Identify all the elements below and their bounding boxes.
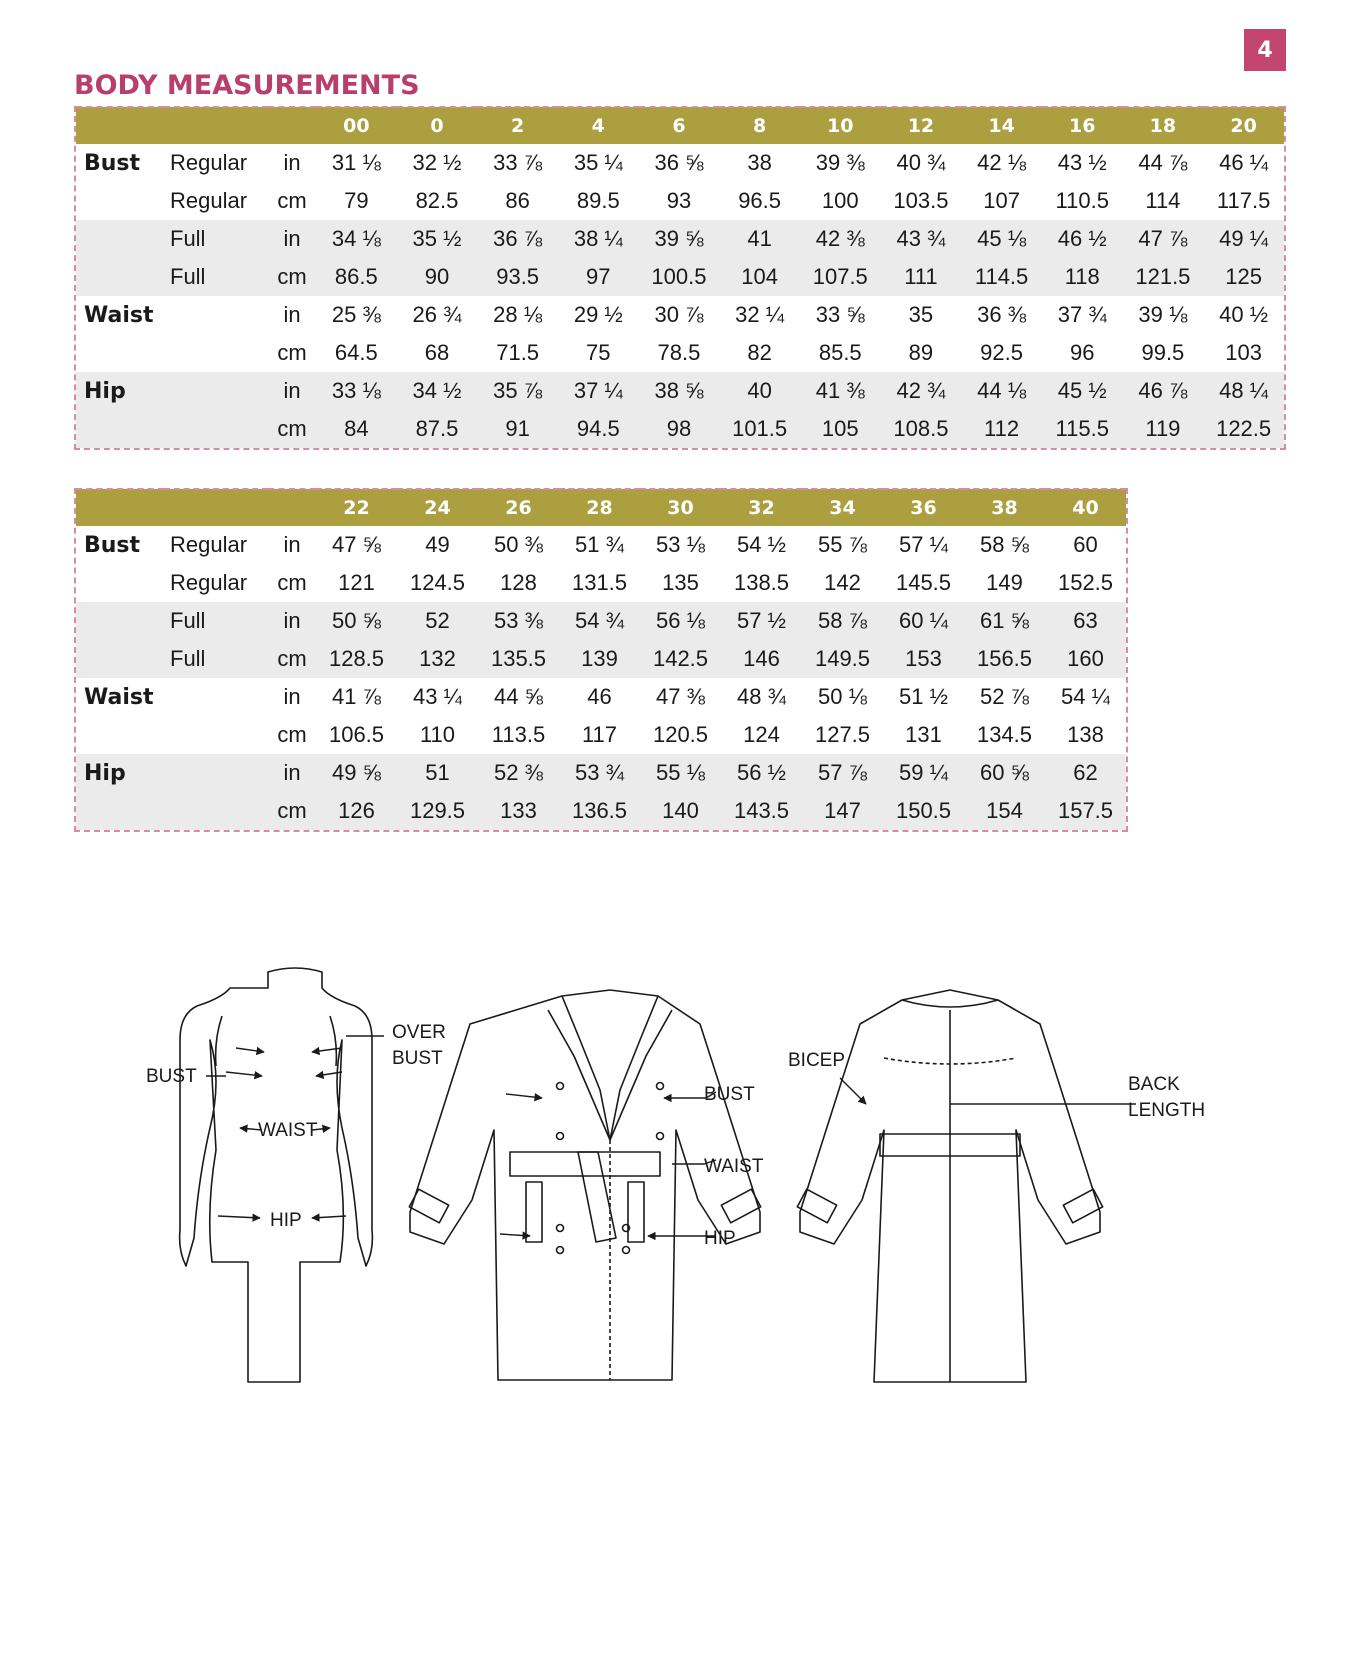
measurement-value: 61 ⅝: [964, 602, 1045, 640]
measurement-value: 135: [662, 570, 699, 595]
measurement-value: 91: [477, 410, 558, 448]
measurement-group: Hip: [76, 754, 164, 792]
table-row: [76, 716, 1126, 754]
measurement-group: [76, 258, 164, 296]
measurement-value: 45 ½: [1042, 372, 1123, 410]
size-header: 36: [910, 497, 937, 519]
unit: cm: [268, 640, 316, 678]
back-length-label-line1: BACK: [1128, 1074, 1180, 1095]
measurement-value: 132: [397, 640, 478, 678]
unit: cm: [277, 188, 307, 213]
table-row: [76, 296, 1284, 334]
measurement-group: [76, 792, 164, 830]
measurement-value: 35 ⅞: [477, 372, 558, 410]
measurement-value: 52: [397, 602, 478, 640]
measurement-value: 62: [1045, 754, 1126, 792]
measurement-value: 25 ⅜: [331, 302, 381, 327]
bust-arrow-left: [226, 1072, 262, 1076]
measurement-value: 32 ¼: [735, 302, 785, 327]
fit-type: [164, 334, 268, 372]
measurement-value: 38 ¼: [558, 220, 639, 258]
measurement-value: 46 ⅞: [1123, 372, 1204, 410]
measurement-value: 26 ¾: [412, 302, 462, 327]
measurement-value: 128: [500, 570, 537, 595]
measurement-value: 47 ⅞: [1123, 220, 1204, 258]
measurement-value: 42 ¾: [881, 372, 962, 410]
measurement-value: 40: [719, 372, 800, 410]
bust-arrow-right: [316, 1072, 342, 1076]
measurement-value: 49 ¼: [1203, 220, 1284, 258]
measurement-value: 138: [1067, 722, 1104, 747]
measurement-value: 43 ¼: [413, 684, 462, 709]
unit: cm: [268, 410, 316, 448]
measurement-value: 75: [586, 340, 611, 365]
measurement-value: 100: [821, 188, 859, 213]
over-bust-arrow-left: [236, 1048, 264, 1052]
unit: in: [283, 150, 301, 175]
measurement-value: 85.5: [818, 340, 862, 365]
measurement-value: 60: [1073, 532, 1098, 557]
measurement-value: 124: [743, 722, 780, 747]
measurement-value: 53 ¾: [559, 754, 640, 792]
measurement-value: 114.5: [961, 258, 1042, 296]
measurement-value: 44 ⅝: [494, 684, 543, 709]
unit: in: [283, 302, 301, 327]
measurement-value: 104: [719, 258, 800, 296]
measurement-value: 160: [1045, 640, 1126, 678]
measurement-value: 129.5: [397, 792, 478, 830]
measurement-value: 106.5: [328, 722, 385, 747]
measurement-value: 131.5: [571, 570, 628, 595]
measurement-value: 44 ⅞: [1138, 150, 1188, 175]
measurement-table: [76, 488, 1126, 830]
fit-type: Regular: [170, 532, 248, 557]
measurement-group: Bust: [84, 150, 141, 176]
table-row: [76, 410, 1284, 448]
over-bust-arrow-right: [312, 1048, 342, 1052]
table-row: [76, 564, 1126, 602]
measurement-value: 38: [747, 150, 772, 175]
measurement-value: 43 ¾: [881, 220, 962, 258]
measurement-value: 107: [983, 188, 1020, 213]
measurement-value: 133: [478, 792, 559, 830]
measurement-value: 134.5: [976, 722, 1033, 747]
fit-type: Full: [164, 640, 268, 678]
measurement-value: 93: [666, 188, 692, 213]
measurement-value: 101.5: [719, 410, 800, 448]
measurement-value: 60 ⅝: [964, 754, 1045, 792]
measurement-value: 79: [344, 188, 369, 213]
fit-type: Regular: [170, 188, 248, 213]
measurement-value: 34 ⅛: [316, 220, 397, 258]
measurement-value: 107.5: [800, 258, 881, 296]
size-header-row: [76, 489, 1126, 526]
size-header: 6: [672, 115, 686, 137]
measurement-value: 135.5: [478, 640, 559, 678]
measurement-value: 89: [908, 340, 934, 365]
measurement-value: 33 ⅝: [815, 302, 865, 327]
table-row: [76, 640, 1126, 678]
size-header: 40: [1072, 497, 1099, 519]
measurement-value: 54 ¼: [1061, 684, 1110, 709]
size-header: 16: [1069, 115, 1096, 137]
unit: in: [283, 684, 301, 709]
fit-type: [164, 792, 268, 830]
size-header: 32: [748, 497, 775, 519]
measurement-value: 121.5: [1123, 258, 1204, 296]
table-row: [76, 334, 1284, 372]
bicep-label: BICEP: [788, 1050, 846, 1071]
measurement-value: 121: [338, 570, 375, 595]
size-header: 38: [991, 497, 1018, 519]
measurement-value: 131: [905, 722, 942, 747]
size-header: 12: [907, 115, 935, 137]
measurement-value: 54 ¾: [559, 602, 640, 640]
measurement-value: 119: [1123, 410, 1204, 448]
measurement-value: 48 ¾: [737, 684, 786, 709]
measurement-value: 59 ¼: [883, 754, 964, 792]
measurement-value: 41: [719, 220, 800, 258]
table-row: [76, 754, 1126, 792]
fit-type: Full: [164, 220, 268, 258]
table-row: [76, 258, 1284, 296]
size-header: 20: [1230, 115, 1257, 137]
section-title: BODY MEASUREMENTS: [74, 70, 420, 101]
measurement-value: 114: [1145, 188, 1181, 213]
measurement-value: 120.5: [652, 722, 709, 747]
measurement-value: 55 ⅞: [818, 532, 867, 557]
page-number-badge: 4: [1244, 29, 1286, 71]
measurement-value: 51 ½: [899, 684, 948, 709]
measurement-value: 33 ⅞: [493, 150, 543, 175]
size-header: 34: [829, 497, 856, 519]
table-row: [76, 182, 1284, 220]
fit-type: [164, 372, 268, 410]
measurement-value: 45 ⅛: [961, 220, 1042, 258]
table-row: [76, 144, 1284, 182]
measurement-value: 147: [802, 792, 883, 830]
measurement-value: 64.5: [334, 340, 378, 365]
measurement-chart-sizes-00-20: [74, 106, 1286, 450]
measurement-value: 31 ⅛: [331, 150, 381, 175]
measurement-value: 136.5: [559, 792, 640, 830]
unit: in: [268, 754, 316, 792]
measurement-value: 103.5: [893, 188, 949, 213]
measurement-value: 89.5: [576, 188, 620, 213]
measurement-value: 125: [1203, 258, 1284, 296]
coat-waist-label: WAIST: [704, 1156, 764, 1177]
size-header: 22: [343, 497, 370, 519]
table-row: [76, 678, 1126, 716]
measurement-table: [76, 106, 1284, 448]
measurement-value: 90: [397, 258, 478, 296]
measurement-value: 128.5: [316, 640, 397, 678]
size-header: 30: [667, 497, 694, 519]
coat-bust-arrow-left: [506, 1094, 542, 1098]
measurement-value: 126: [316, 792, 397, 830]
measurement-value: 37 ¾: [1057, 302, 1107, 327]
measurement-value: 112: [961, 410, 1042, 448]
measurement-value: 28 ⅛: [493, 302, 543, 327]
measurement-value: 142.5: [640, 640, 721, 678]
hip-label: HIP: [270, 1210, 302, 1231]
trench-coat-front-illustration: [409, 990, 760, 1380]
measurement-value: 98: [639, 410, 720, 448]
table-row: [76, 372, 1284, 410]
measurement-value: 103: [1225, 340, 1262, 365]
measurement-value: 49 ⅝: [316, 754, 397, 792]
measurement-group: [76, 602, 164, 640]
measurement-group: [76, 182, 164, 220]
measurement-value: 33 ⅛: [316, 372, 397, 410]
measurement-value: 29 ½: [573, 302, 623, 327]
measurement-value: 118: [1042, 258, 1123, 296]
unit: in: [268, 602, 316, 640]
measurement-value: 92.5: [980, 340, 1023, 365]
measurement-value: 51: [397, 754, 478, 792]
measurement-value: 49: [425, 532, 450, 557]
measurement-value: 46 ½: [1042, 220, 1123, 258]
measurement-value: 146: [721, 640, 802, 678]
measurement-value: 52 ⅜: [478, 754, 559, 792]
measurement-value: 124.5: [409, 570, 466, 595]
measurement-value: 42 ⅛: [977, 150, 1027, 175]
measurement-value: 96.5: [738, 188, 782, 213]
measurement-value: 37 ¼: [558, 372, 639, 410]
fit-type: Full: [164, 602, 268, 640]
measurement-value: 86: [505, 188, 530, 213]
measurement-value: 113.5: [491, 722, 546, 747]
size-header: 18: [1149, 115, 1177, 137]
table-row: [76, 526, 1126, 564]
measurement-value: 86.5: [316, 258, 397, 296]
measurement-value: 156.5: [964, 640, 1045, 678]
measurement-value: 110: [419, 722, 456, 747]
size-header: 10: [827, 115, 854, 137]
measurement-value: 157.5: [1045, 792, 1126, 830]
measurement-value: 41 ⅞: [332, 684, 381, 709]
measurement-value: 143.5: [721, 792, 802, 830]
fit-type: [164, 754, 268, 792]
measurement-group: [76, 410, 164, 448]
measurement-value: 117: [581, 722, 618, 747]
over-bust-label-line2: BUST: [392, 1048, 443, 1069]
back-length-label-line2: LENGTH: [1128, 1100, 1206, 1121]
size-header: 8: [752, 115, 767, 137]
measurement-value: 42 ⅜: [800, 220, 881, 258]
size-header: 00: [343, 115, 370, 137]
fit-type: [164, 716, 268, 754]
measurement-value: 46 ¼: [1219, 150, 1269, 175]
measurement-value: 57 ⅞: [802, 754, 883, 792]
coat-hip-label: HIP: [704, 1228, 736, 1249]
measurement-value: 43 ½: [1057, 150, 1107, 175]
measurement-group: [76, 334, 164, 372]
fit-type: Full: [164, 258, 268, 296]
size-header: 28: [586, 497, 613, 519]
measurement-chart-sizes-22-40: [74, 488, 1128, 832]
measurement-value: 48 ¼: [1203, 372, 1284, 410]
measurement-value: 78.5: [657, 340, 701, 365]
measurement-value: 115.5: [1042, 410, 1123, 448]
measurement-group: Waist: [84, 302, 154, 328]
measurement-value: 35 ½: [397, 220, 478, 258]
measurement-value: 56 ⅛: [640, 602, 721, 640]
measurement-value: 152.5: [1057, 570, 1114, 595]
measurement-value: 38 ⅝: [639, 372, 720, 410]
measurement-value: 53 ⅛: [656, 532, 705, 557]
table-row: [76, 602, 1126, 640]
measurement-value: 117.5: [1216, 188, 1271, 213]
measurement-value: 50 ⅛: [818, 684, 867, 709]
measurement-value: 50 ⅜: [494, 532, 543, 557]
measurement-value: 40 ½: [1219, 302, 1269, 327]
size-header: 24: [424, 497, 451, 519]
unit: in: [268, 372, 316, 410]
unit: in: [268, 220, 316, 258]
measurement-value: 140: [640, 792, 721, 830]
measurement-value: 149.5: [802, 640, 883, 678]
measurement-value: 60 ¼: [883, 602, 964, 640]
measurement-value: 142: [824, 570, 861, 595]
measurement-value: 30 ⅞: [654, 302, 704, 327]
measurement-value: 138.5: [733, 570, 790, 595]
measurement-value: 55 ⅛: [640, 754, 721, 792]
measurement-value: 145.5: [895, 570, 952, 595]
measurement-group: [76, 716, 164, 754]
measurement-diagram: [0, 960, 1370, 1400]
measurement-value: 36 ⅜: [977, 302, 1027, 327]
measurement-value: 150.5: [883, 792, 964, 830]
measurement-value: 149: [986, 570, 1023, 595]
table-row: [76, 220, 1284, 258]
measurement-value: 51 ¾: [575, 532, 624, 557]
measurement-value: 153: [883, 640, 964, 678]
size-header: 0: [430, 115, 444, 137]
dress-form-illustration: [180, 968, 373, 1382]
hip-arrow-right: [312, 1216, 346, 1218]
measurement-group: [76, 640, 164, 678]
hip-arrow-left: [218, 1216, 260, 1218]
measurement-value: 34 ½: [397, 372, 478, 410]
size-header: 2: [511, 115, 525, 137]
measurement-value: 40 ¾: [896, 150, 946, 175]
measurement-value: 32 ½: [412, 150, 462, 175]
measurement-value: 108.5: [881, 410, 962, 448]
table-row: [76, 792, 1126, 830]
unit: cm: [277, 722, 307, 747]
measurement-value: 56 ½: [721, 754, 802, 792]
size-header: 14: [988, 115, 1015, 137]
measurement-value: 99.5: [1141, 340, 1185, 365]
measurement-value: 154: [964, 792, 1045, 830]
measurement-value: 122.5: [1203, 410, 1284, 448]
measurement-group: [76, 564, 164, 602]
measurement-value: 87.5: [397, 410, 478, 448]
measurement-value: 58 ⅞: [802, 602, 883, 640]
measurement-value: 94.5: [558, 410, 639, 448]
measurement-value: 35: [908, 302, 934, 327]
measurement-value: 110.5: [1055, 188, 1109, 213]
size-header: 26: [505, 497, 532, 519]
unit: cm: [268, 258, 316, 296]
measurement-value: 52 ⅞: [980, 684, 1029, 709]
measurement-value: 82: [747, 340, 772, 365]
measurement-group: Bust: [84, 532, 141, 558]
measurement-group: Hip: [76, 372, 164, 410]
measurement-value: 47 ⅝: [332, 532, 381, 557]
fit-type: [164, 410, 268, 448]
measurement-group: [76, 220, 164, 258]
measurement-value: 100.5: [639, 258, 720, 296]
unit: in: [283, 532, 301, 557]
measurement-value: 36 ⅝: [654, 150, 704, 175]
measurement-value: 35 ¼: [573, 150, 623, 175]
measurement-value: 57 ½: [721, 602, 802, 640]
measurement-value: 54 ½: [737, 532, 786, 557]
measurement-value: 82.5: [415, 188, 459, 213]
fit-type: [164, 296, 268, 334]
measurement-value: 36 ⅞: [477, 220, 558, 258]
measurement-value: 127.5: [814, 722, 871, 747]
measurement-value: 97: [558, 258, 639, 296]
measurement-group: Waist: [84, 684, 154, 710]
unit: cm: [277, 340, 307, 365]
unit: cm: [277, 570, 307, 595]
measurement-value: 39 ⅛: [1138, 302, 1188, 327]
measurement-value: 84: [316, 410, 397, 448]
measurement-value: 53 ⅜: [478, 602, 559, 640]
measurement-value: 47 ⅜: [656, 684, 705, 709]
over-bust-label-line1: OVER: [392, 1022, 446, 1043]
coat-bust-label: BUST: [704, 1084, 755, 1105]
measurement-arrows: [206, 1036, 1136, 1236]
measurement-value: 105: [800, 410, 881, 448]
measurement-value: 41 ⅜: [800, 372, 881, 410]
fit-type: [164, 678, 268, 716]
measurement-value: 39 ⅜: [815, 150, 865, 175]
measurement-value: 63: [1045, 602, 1126, 640]
measurement-value: 68: [424, 340, 450, 365]
measurement-value: 39 ⅝: [639, 220, 720, 258]
measurement-value: 46: [587, 684, 612, 709]
measurement-value: 50 ⅝: [316, 602, 397, 640]
measurement-value: 57 ¼: [899, 532, 948, 557]
measurement-value: 111: [881, 258, 962, 296]
measurement-value: 93.5: [477, 258, 558, 296]
size-header: 4: [591, 115, 605, 137]
unit: cm: [268, 792, 316, 830]
measurement-value: 96: [1069, 340, 1095, 365]
measurement-value: 71.5: [496, 340, 540, 365]
trench-coat-back-illustration: [797, 990, 1102, 1382]
waist-label: WAIST: [258, 1120, 318, 1141]
measurement-value: 139: [559, 640, 640, 678]
measurement-value: 58 ⅝: [980, 532, 1029, 557]
bust-label: BUST: [146, 1066, 197, 1087]
fit-type: Regular: [170, 570, 248, 595]
fit-type: Regular: [170, 150, 248, 175]
bicep-arrow: [840, 1078, 866, 1104]
size-header-row: [76, 107, 1284, 144]
measurement-value: 44 ⅛: [961, 372, 1042, 410]
